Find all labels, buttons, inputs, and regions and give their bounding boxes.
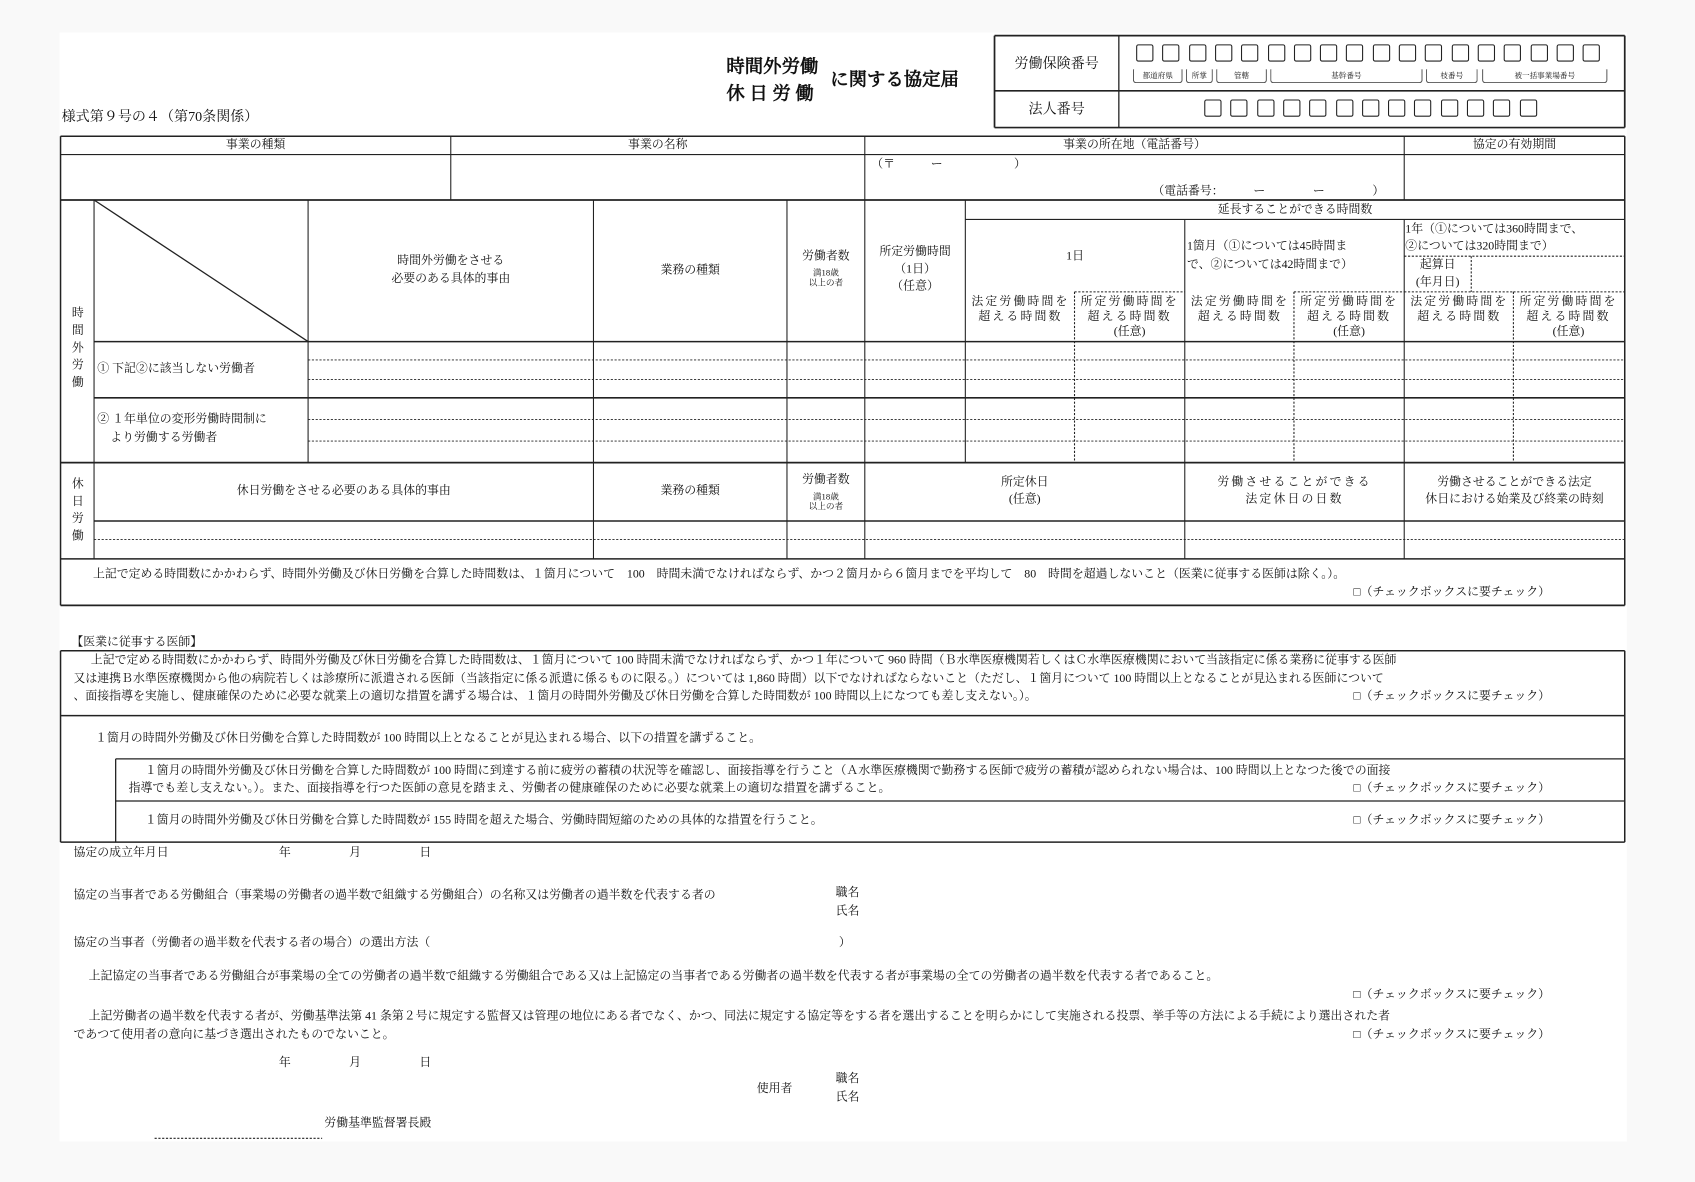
extendable-hours-header: 延長することができる時間数: [1217, 203, 1373, 217]
holiday-workers-note-1: 満18歳: [812, 491, 839, 502]
digit-box: [1556, 44, 1573, 61]
addressee: 労働基準監督署長殿: [324, 1116, 432, 1130]
general-note-checkbox: □（チェックボックスに要チェック）: [1353, 585, 1551, 599]
digit-box: [1309, 99, 1326, 116]
scheduled-holiday-header: 所定休日: [1001, 475, 1049, 489]
doctor-heading: 【医業に従事する医師】: [71, 635, 203, 649]
scheduled-excess-header: 超える時間数: [1306, 310, 1392, 324]
legal-excess-header: 法定労働時間を: [1190, 295, 1290, 309]
group-base-number: 基幹番号: [1270, 69, 1422, 83]
doctor-line-1: 上記で定める時間数にかかわらず、時間外労働及び休日労働を合算した時間数は、１箇月について 100 時間未満でなければならず、かつ１年について 960 時間（Ｂ水準医療機関若しくはＣ水準医療機関において当該指定に係る業務に従事する医師: [90, 654, 1397, 667]
start-date-format: (年月日): [1415, 275, 1460, 289]
overtime-workers-note-1: 満18歳: [812, 268, 839, 278]
agreement-month: 月: [349, 846, 362, 860]
employer-job-title: 職名: [835, 1072, 860, 1086]
digit-box: [1493, 99, 1510, 116]
agreement-day: 日: [419, 846, 432, 860]
group-branch-number: 枝番号: [1426, 69, 1478, 83]
agreement-date-label: 協定の成立年月日: [73, 846, 169, 860]
digit-box: [1399, 44, 1416, 61]
measure-1-checkbox: □（チェックボックスに要チェック）: [1353, 781, 1551, 795]
digit-box: [1346, 44, 1363, 61]
row-1-label: ① 下記②に該当しない労働者: [97, 362, 255, 376]
holiday-workers-header: 労働者数: [802, 473, 850, 487]
digit-box: [1189, 44, 1206, 61]
overtime-work-type-header: 業務の種類: [660, 263, 720, 277]
party-label: 協定の当事者である労働組合（事業場の労働者の過半数で組織する労働組合）の名称又は労働者の過半数を代表する者の: [73, 888, 716, 902]
general-note: 上記で定める時間数にかかわらず、時間外労働及び休日労働を合算した時間数は、１箇月について 100 時間未満でなければならず、かつ２箇月から６箇月までを平均して 80 時間を超過しないこと（医業に従事する医師は除く。）。: [92, 567, 1346, 581]
scheduled-hours-header-optional: （任意）: [891, 279, 939, 293]
digit-box: [1362, 99, 1379, 116]
header-business-name: 事業の名称: [628, 138, 688, 152]
group-sub-office-number: 被一括事業場番号: [1482, 69, 1607, 83]
digit-box: [1583, 44, 1600, 61]
legal-excess-header: 超える時間数: [978, 310, 1063, 324]
one-month-header-1: 1箇月（①については45時間ま: [1186, 239, 1348, 253]
row-2-label-2: より労働する労働者: [110, 431, 218, 445]
digit-box: [1467, 99, 1484, 116]
legal-holiday-days-header-1: 労働させることができる: [1217, 475, 1372, 489]
scheduled-excess-header: 超える時間数: [1087, 310, 1172, 324]
row-2-label-1: ② １年単位の変形労働時間制に: [97, 412, 267, 426]
legal-holiday-hours-header-2: 休日における始業及び終業の時刻: [1425, 492, 1604, 506]
holiday-workers-note-2: 以上の者: [808, 501, 844, 512]
digit-box: [1519, 99, 1536, 116]
overtime-reason-header-2: 必要のある具体的事由: [391, 272, 511, 286]
corporate-number-label: 法人番号: [1028, 100, 1085, 117]
legal-excess-header: 法定労働時間を: [971, 295, 1070, 309]
selection-method-close: ）: [838, 936, 851, 950]
scheduled-excess-header: 所定労働時間を: [1519, 295, 1618, 309]
statement-2-line-1: 上記労働者の過半数を代表する者が、労働基準法第 41 条第２号に規定する監督又は管理の地位にある者でなく、かつ、同法に規定する協定等をする者を選出することを明らかにして実施される投票、挙手等の方法による手続により選出された者: [88, 1009, 1390, 1023]
digit-box: [1162, 44, 1179, 61]
doctor-checkbox: □（チェックボックスに要チェック）: [1353, 689, 1551, 703]
legal-excess-header: 超える時間数: [1417, 310, 1502, 324]
header-business-address: 事業の所在地（電話番号）: [1063, 138, 1206, 152]
digit-box: [1414, 99, 1431, 116]
doctor-line-3: 、面接指導を実施し、健康確保のために必要な就業上の適切な措置を講ずる場合は、１箇月の時間外労働及び休日労働を合算した時間数が 100 時間以上になつても差し支えない。）。: [73, 689, 1037, 703]
agreement-year: 年: [278, 846, 291, 860]
measure-2-checkbox: □（チェックボックスに要チェック）: [1353, 813, 1551, 827]
statement-2-checkbox: □（チェックボックスに要チェック）: [1353, 1028, 1551, 1042]
digit-box: [1373, 44, 1390, 61]
legal-excess-header: 法定労働時間を: [1410, 295, 1509, 309]
employer-label: 使用者: [756, 1082, 793, 1096]
doctor-line-2: 又は連携Ｂ水準医療機関から他の病院若しくは診療所に派遣される医師（当該指定に係る派遣に係るものに限る。）については 1,860 時間）以下でなければならないこと（ただし、１箇月について 100 時間以上となることが見込まれる医師について: [73, 672, 1384, 686]
one-day-header: 1日: [1066, 249, 1084, 263]
scheduled-excess-header: 所定労働時間を: [1080, 295, 1179, 309]
digit-box: [1441, 99, 1458, 116]
digit-box: [1336, 99, 1353, 116]
overtime-reason-header-1: 時間外労働をさせる: [397, 254, 505, 268]
table-rule: [94, 200, 308, 342]
holiday-reason-header: 休日労働をさせる必要のある具体的事由: [236, 484, 451, 498]
overtime-workers-note-2: 以上の者: [808, 277, 844, 288]
selection-method-label: 協定の当事者（労働者の過半数を代表する者の場合）の選出方法（: [73, 936, 431, 950]
digit-box: [1267, 44, 1284, 61]
scheduled-excess-header: 所定労働時間を: [1299, 295, 1399, 309]
digit-box: [1136, 44, 1153, 61]
one-year-header-2: ②については320時間まで）: [1405, 239, 1554, 253]
labor-insurance-label: 労働保険番号: [1014, 55, 1099, 72]
title-overtime: 時間外労働: [726, 56, 819, 77]
statement-1: 上記協定の当事者である労働組合が事業場の全ての労働者の過半数で組織する労働組合である又は上記協定の当事者である労働者の過半数を代表する者が事業場の全ての労働者の過半数を代表する者であること。: [88, 969, 1219, 983]
holiday-work-type-header: 業務の種類: [660, 484, 720, 498]
scheduled-hours-header: 所定労働時間: [879, 245, 951, 259]
statement-1-checkbox: □（チェックボックスに要チェック）: [1353, 988, 1551, 1002]
measures-intro: １箇月の時間外労働及び休日労働を合算した時間数が 100 時間以上となることが見込まれる場合、以下の措置を講ずること。: [95, 731, 762, 745]
measure-1-line-1: １箇月の時間外労働及び休日労働を合算した時間数が 100 時間に到達する前に疲労の蓄積の状況等を確認し、面接指導を行うこと（Ａ水準医療機関で勤務する医師で疲労の蓄積が認められない場合は、100 時間以上となつた後での面接: [144, 764, 1391, 778]
header-validity-period: 協定の有効期間: [1472, 138, 1557, 152]
digit-box: [1320, 44, 1337, 61]
party-job-title: 職名: [835, 886, 860, 900]
digit-box: [1230, 99, 1247, 116]
digit-box: [1294, 44, 1311, 61]
scheduled-excess-header: 超える時間数: [1526, 310, 1611, 324]
phone-field: （電話番号： ー ー ）: [1152, 184, 1385, 198]
digit-box: [1451, 44, 1468, 61]
digit-box: [1241, 44, 1258, 61]
submission-day: 日: [419, 1056, 432, 1070]
form-number: 様式第９号の４（第70条関係）: [61, 108, 259, 125]
one-year-header-1: 1年（①については360時間まで、: [1405, 222, 1584, 236]
postal-code-field: （〒 ー ）: [871, 157, 1026, 171]
header-business-type: 事業の種類: [225, 138, 286, 152]
group-office: 管轄: [1216, 69, 1267, 83]
measure-1-line-2: 指導でも差し支えない。）。また、面接指導を行つた医師の意見を踏まえ、労働者の健康確保のために必要な就業上の適切な措置を講ずること。: [128, 781, 891, 795]
digit-box: [1425, 44, 1442, 61]
submission-year: 年: [278, 1056, 291, 1070]
scheduled-hours-header-day: （1日）: [894, 262, 936, 276]
scheduled-excess-header: (任意): [1552, 325, 1585, 339]
legal-excess-header: 超える時間数: [1197, 310, 1282, 324]
scheduled-excess-header: (任意): [1113, 325, 1146, 339]
overtime-section-label: 時間外労働: [71, 307, 84, 390]
digit-box: [1388, 99, 1405, 116]
digit-box: [1478, 44, 1495, 61]
digit-box: [1204, 99, 1221, 116]
title-suffix: に関する協定届: [830, 69, 959, 90]
legal-holiday-days-header-2: 法定休日の日数: [1245, 492, 1344, 506]
holiday-section-label: 休日労働: [71, 477, 84, 543]
measure-2-line: １箇月の時間外労働及び休日労働を合算した時間数が 155 時間を超えた場合、労働時間短縮のための具体的な措置を行うこと。: [144, 813, 823, 827]
digit-box: [1215, 44, 1232, 61]
employer-name: 氏名: [835, 1090, 860, 1104]
group-jurisdiction: 所掌: [1186, 69, 1213, 83]
digit-box: [1530, 44, 1547, 61]
submission-month: 月: [349, 1056, 362, 1070]
legal-holiday-hours-header-1: 労働させることができる法定: [1437, 475, 1592, 489]
scheduled-holiday-optional: (任意): [1008, 492, 1041, 506]
title-holiday: 休 日 労 働: [726, 83, 814, 104]
one-month-header-2: で、②については42時間まで）: [1186, 258, 1353, 272]
party-name: 氏名: [835, 904, 860, 918]
group-prefecture: 都道府県: [1133, 69, 1183, 83]
statement-2-line-2: であつて使用者の意向に基づき選出されたものでないこと。: [73, 1028, 395, 1042]
scheduled-excess-header: (任意): [1333, 325, 1365, 339]
digit-box: [1257, 99, 1274, 116]
start-date-label: 起算日: [1419, 258, 1456, 272]
overtime-workers-header: 労働者数: [802, 249, 850, 263]
digit-box: [1283, 99, 1300, 116]
digit-box: [1504, 44, 1521, 61]
